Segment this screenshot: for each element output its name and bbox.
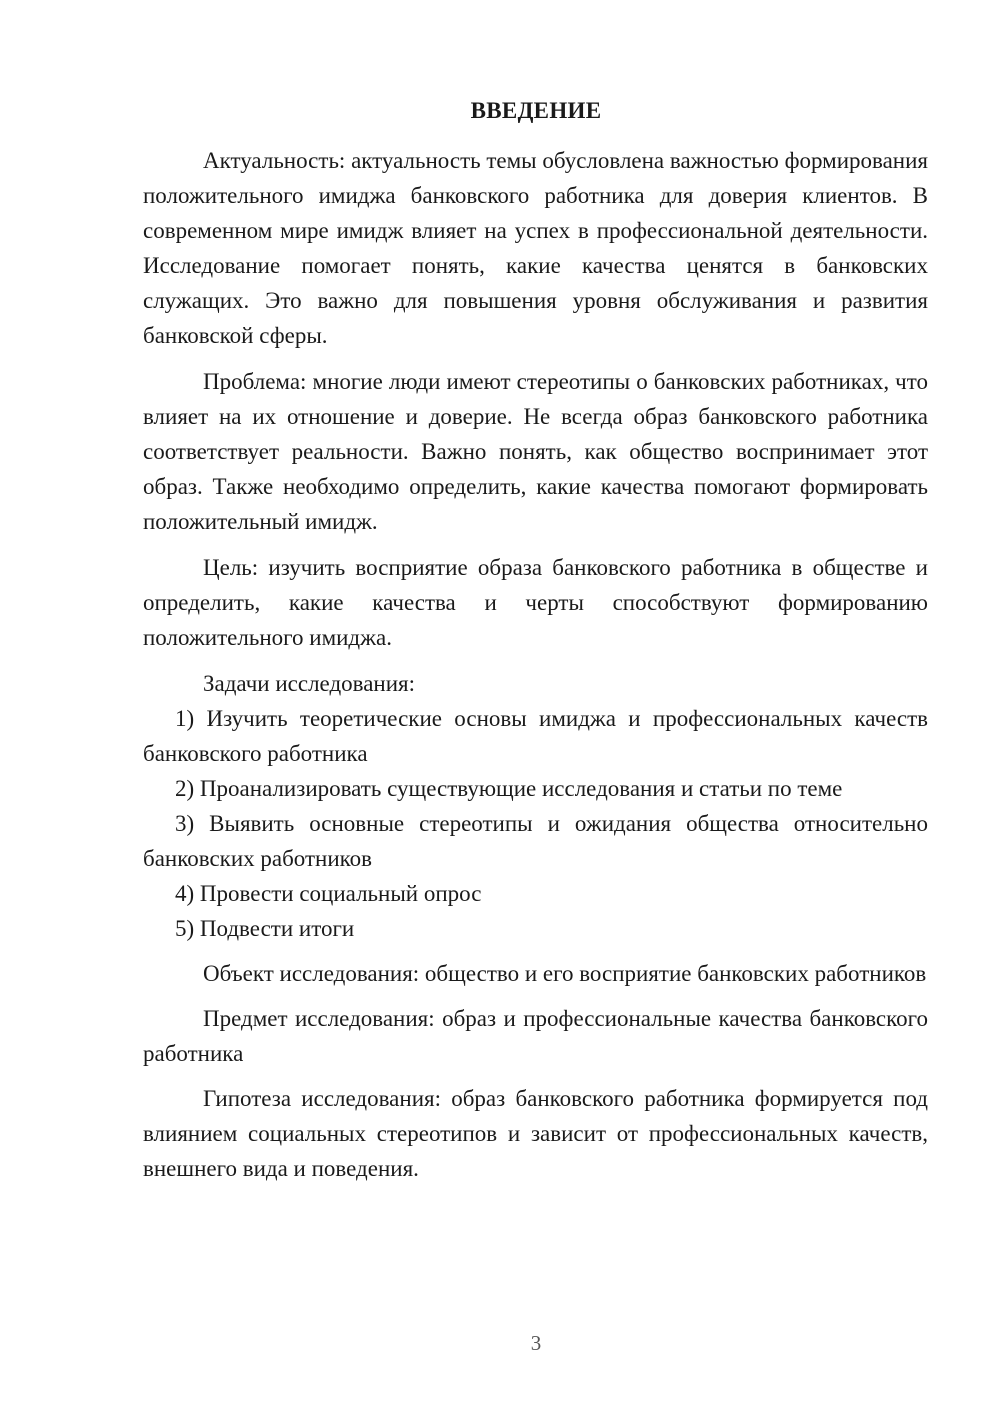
tasks-list	[143, 701, 928, 946]
task-item-4: 4) Провести социальный опрос	[175, 881, 482, 906]
body-text	[143, 143, 928, 1186]
paragraph-relevance: Актуальность: актуальность темы обусловлена важностью формирования положительного имиджа банковского работника для доверия клиентов. В современном мире имидж влияет на успех в профессиональной деятельности. Исследование помогает понять, какие качества ценятся в банковских служащих. Это важно для повышения уровня обслуживания и развития банковской сферы.	[143, 148, 928, 348]
task-item-1: 1) Изучить теоретические основы имиджа и профессиональных качеств банковского работника	[143, 706, 928, 766]
paragraph-subject: Предмет исследования: образ и профессиональные качества банковского работника	[143, 1006, 928, 1066]
paragraph-tasks-title: Задачи исследования:	[203, 671, 416, 696]
task-item-2: 2) Проанализировать существующие исследования и статьи по теме	[175, 776, 843, 801]
page-number: 3	[530, 1331, 542, 1355]
paragraph-object: Объект исследования: общество и его восприятие банковских работников	[203, 961, 927, 986]
paragraph-hypothesis: Гипотеза исследования: образ банковского работника формируется под влиянием социальных стереотипов и зависит от профессиональных качеств, внешнего вида и поведения.	[143, 1086, 928, 1181]
task-item-5: 5) Подвести итоги	[175, 916, 355, 941]
paragraph-problem: Проблема: многие люди имеют стереотипы о банковских работниках, что влияет на их отношение и доверие. Не всегда образ банковского работника соответствует реальности. Важно понять, как общество воспринимает этот образ. Также необходимо определить, какие качества помогают формировать положительный имидж.	[143, 369, 928, 534]
paragraph-goal: Цель: изучить восприятие образа банковского работника в обществе и определить, какие качества и черты способствуют формированию положительного имиджа.	[143, 555, 928, 650]
section-heading: ВВЕДЕНИЕ	[470, 98, 602, 123]
task-item-3: 3) Выявить основные стереотипы и ожидания общества относительно банковских работников	[143, 811, 928, 871]
